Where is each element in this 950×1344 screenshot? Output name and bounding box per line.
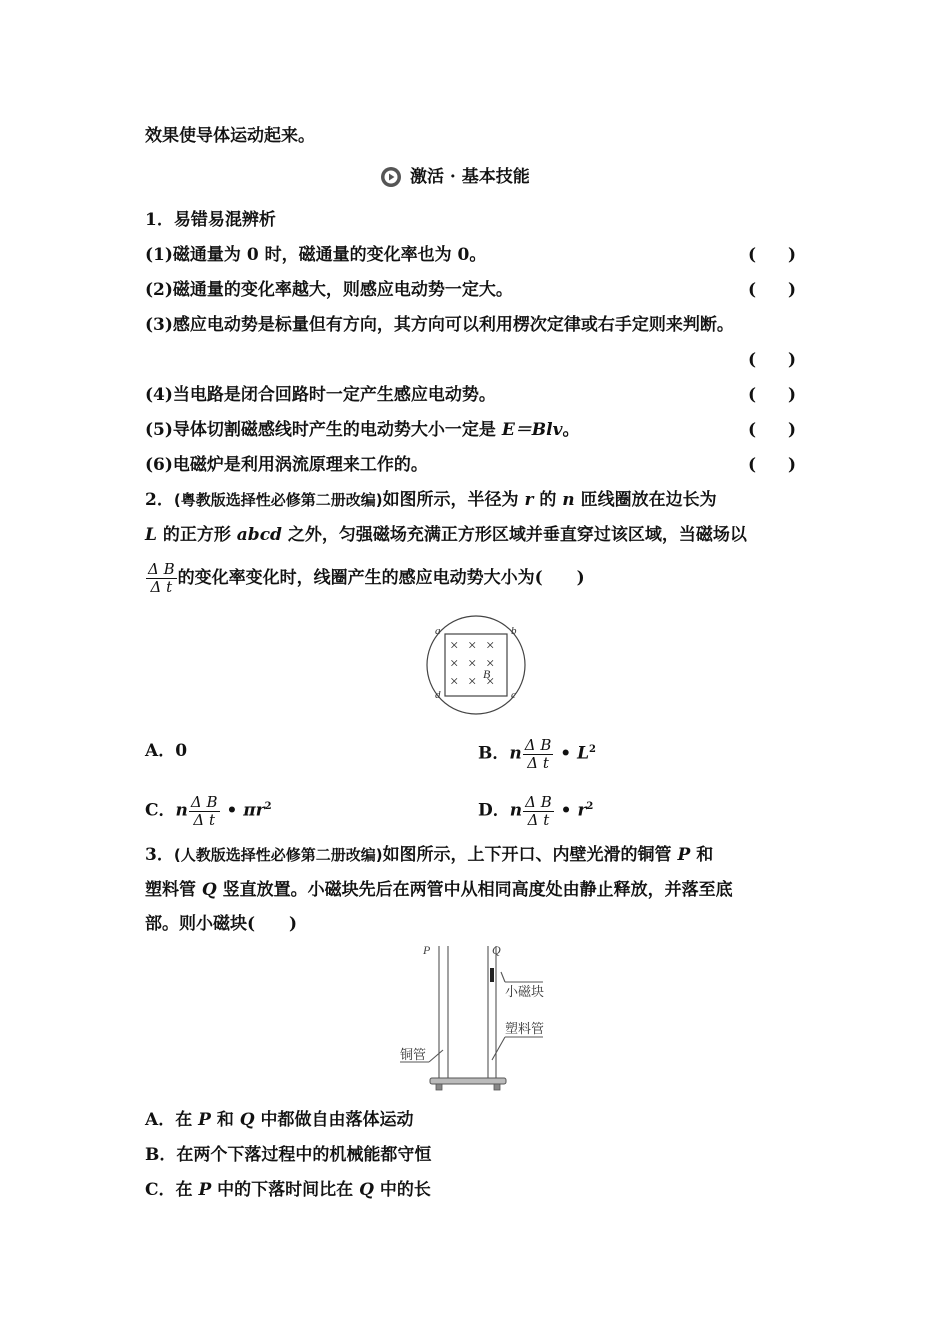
q1-item-1: (1)磁通量为 0 时，磁通量的变化率也为 0。 <box>145 245 487 265</box>
svg-text:×: × <box>468 638 477 654</box>
svg-text:×: × <box>468 656 477 672</box>
corner-c: c <box>511 689 516 701</box>
svg-text:×: × <box>450 638 459 654</box>
label-magnet: 小磁块 <box>505 984 545 999</box>
q2-line-2: L 的正方形 abcd 之外，匀强磁场充满正方形区域并垂直穿过该区域，当磁场以 <box>145 525 747 545</box>
field-crosses <box>450 638 494 690</box>
q2-line-1: 2．(粤教版选择性必修第二册改编)如图所示，半径为 r 的 n 匝线圈放在边长为 <box>145 490 717 510</box>
tube-label-Q: Q <box>492 943 501 957</box>
corner-a: a <box>435 625 441 637</box>
label-plastic-tube: 塑料管 <box>505 1021 545 1036</box>
formula-emf: E＝Blv <box>501 420 563 440</box>
play-icon <box>380 166 402 188</box>
q3-option-a: A．在 P 和 Q 中都做自由落体运动 <box>145 1110 414 1130</box>
intro-tail: 效果使导体运动起来。 <box>145 126 315 146</box>
q3-line-1: 3．(人教版选择性必修第二册改编)如图所示，上下开口、内壁光滑的铜管 P 和 <box>145 845 714 865</box>
q2-option-b: B．n $\frac{\text{Δ B}}{\text{Δ t}}$ • $L^2$ <box>478 735 596 772</box>
section-title: 激活 · 基本技能 <box>410 167 530 187</box>
field-label-B: B <box>483 667 491 681</box>
svg-text:×: × <box>486 656 495 672</box>
section-header <box>380 165 530 189</box>
q3-line-2: 塑料管 Q 竖直放置。小磁块先后在两管中从相同高度处由静止释放，并落至底 <box>145 880 733 900</box>
q2-source: (粤教版选择性必修第二册改编) <box>173 491 383 509</box>
q3-source: (人教版选择性必修第二册改编) <box>173 846 383 864</box>
q1-item-4: (4)当电路是闭合回路时一定产生感应电动势。 <box>145 385 496 405</box>
q2-line-3: $\frac{\text{Δ B}}{\text{Δ t}}$ 的变化率变化时，线圈产生的感应电动势大小为( ) <box>148 560 585 596</box>
corner-b: b <box>511 625 517 637</box>
svg-text:×: × <box>468 674 477 690</box>
base-stand <box>430 1078 506 1084</box>
q1-item-6: (6)电磁炉是利用涡流原理来工作的。 <box>145 455 428 475</box>
tubes-figure <box>395 940 555 1092</box>
q1-item-5: (5)导体切割磁感线时产生的电动势大小一定是 E＝Blv。 <box>145 420 580 440</box>
svg-text:×: × <box>450 656 459 672</box>
coil-field-figure <box>423 612 529 718</box>
q3-option-b: B．在两个下落过程中的机械能都守恒 <box>145 1145 432 1165</box>
svg-text:×: × <box>450 674 459 690</box>
q2-option-d: D．n $\frac{\text{Δ B}}{\text{Δ t}}$ • $r^2$ <box>478 792 594 829</box>
q3-line-3: 部。则小磁块( ) <box>145 914 298 934</box>
q3-option-c: C．在 P 中的下落时间比在 Q 中的长 <box>145 1180 431 1200</box>
corner-d: d <box>435 689 441 701</box>
small-magnet <box>490 968 494 982</box>
tube-label-P: P <box>423 943 431 957</box>
q2-option-a: A．0 <box>145 741 188 761</box>
svg-text:×: × <box>486 674 495 690</box>
q2-option-c: C．n $\frac{\text{Δ B}}{\text{Δ t}}$ • $\pi r^2$ <box>145 792 272 829</box>
q1-item-3: (3)感应电动势是标量但有方向，其方向可以利用楞次定律或右手定则来判断。 <box>145 315 734 335</box>
label-copper-tube: 铜管 <box>400 1047 427 1062</box>
q1-heading: 1．易错易混辨析 <box>145 210 276 230</box>
fraction-dB-dt: $\frac{\text{Δ B}}{\text{Δ t}}$ <box>148 560 175 596</box>
svg-text:×: × <box>486 638 495 654</box>
q1-item-2: (2)磁通量的变化率越大，则感应电动势一定大。 <box>145 280 513 300</box>
